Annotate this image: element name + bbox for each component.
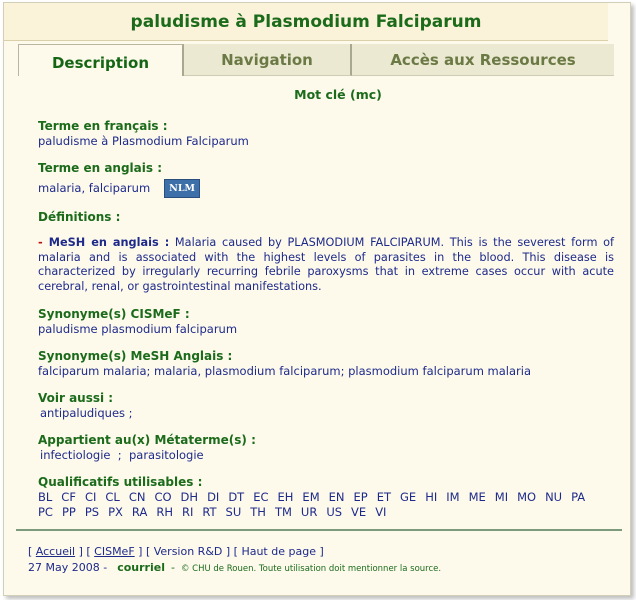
footer-link-accueil[interactable]: Accueil	[35, 545, 76, 558]
qualificatif-link[interactable]: US	[326, 505, 343, 519]
qualificatif-link[interactable]: RA	[131, 505, 148, 519]
synonymes-cismef-value: paludisme plasmodium falciparum	[38, 322, 238, 336]
qualificatif-link[interactable]: PP	[61, 505, 76, 519]
qualificatifs-list	[38, 490, 614, 520]
definition-body: Malaria caused by PLASMODIUM FALCIPARUM. This is the severest form of malaria and is associated with the highest levels of parasites in the blood. This disease is characterized by irregularly recurring febrile paroxysms that in extreme cases occur with acute cerebral, renal, or gastrointestinal manifestations.	[38, 236, 615, 293]
section-heading: Mot clé (mc)	[294, 87, 382, 102]
definition-text	[38, 236, 614, 294]
synonymes-mesh-value: falciparum malaria; malaria, plasmodium falciparum; plasmodium falciparum malaria	[38, 364, 532, 378]
qualificatif-link[interactable]: TH	[250, 505, 266, 519]
voir-aussi-section	[38, 391, 614, 421]
terme-fr-section	[38, 119, 614, 149]
qualificatif-link[interactable]: DH	[180, 490, 199, 504]
terme-en-value: malaria, falciparum	[38, 181, 151, 195]
qualificatifs-label: Qualificatifs utilisables :	[38, 475, 203, 489]
qualificatif-link[interactable]: NU	[545, 490, 563, 504]
footer-meta	[28, 560, 618, 577]
qualificatif-link[interactable]: DI	[207, 490, 220, 504]
qualificatif-link[interactable]: CF	[61, 490, 76, 504]
qualificatif-link[interactable]: EH	[277, 490, 294, 504]
synonymes-cismef-label: Synonyme(s) CISMeF :	[38, 307, 190, 321]
footer-link-version[interactable]: Version R&D	[153, 545, 223, 558]
voir-aussi-label: Voir aussi :	[38, 391, 114, 405]
terme-en-label: Terme en anglais :	[38, 161, 163, 175]
tab-navigation[interactable]: Navigation	[184, 44, 352, 76]
definitions-section	[38, 210, 614, 294]
qualificatif-link[interactable]: ET	[376, 490, 391, 504]
qualificatif-link[interactable]: HI	[425, 490, 438, 504]
qualificatif-link[interactable]: SU	[225, 505, 242, 519]
qualificatif-link[interactable]: PX	[108, 505, 123, 519]
qualificatif-link[interactable]: RT	[202, 505, 217, 519]
voir-aussi-link[interactable]: antipaludiques ;	[40, 406, 133, 420]
tab-acces-ressources[interactable]: Accès aux Ressources	[352, 44, 614, 76]
synonymes-mesh-section	[38, 349, 614, 379]
qualificatif-link[interactable]: EM	[302, 490, 320, 504]
qualificatif-link[interactable]: VI	[375, 505, 387, 519]
qualificatif-link[interactable]: ME	[468, 490, 486, 504]
qualificatif-link[interactable]: GE	[400, 490, 417, 504]
qualificatif-link[interactable]: CI	[84, 490, 97, 504]
title-bar	[4, 3, 608, 41]
definitions-label: Définitions :	[38, 210, 121, 224]
footer-link-cismef[interactable]: CISMeF	[94, 545, 135, 558]
footer-nav: [ Accueil ] [ CISMeF ] [ Version R&D ] [ Haut de page ]	[28, 545, 324, 558]
qualificatif-link[interactable]: PS	[84, 505, 100, 519]
qualificatif-link[interactable]: TM	[274, 505, 292, 519]
main-content	[38, 87, 614, 532]
qualificatif-link[interactable]: PC	[38, 505, 53, 519]
synonymes-cismef-section	[38, 307, 614, 337]
qualificatif-link[interactable]: EN	[328, 490, 345, 504]
terme-en-section	[38, 161, 614, 198]
footer	[28, 544, 618, 577]
qualificatif-link[interactable]: UR	[300, 505, 318, 519]
nlm-badge-link[interactable]: NLM	[164, 179, 200, 198]
tab-bar	[18, 44, 614, 76]
qualificatif-link[interactable]: BL	[38, 490, 53, 504]
metatermes-section	[38, 433, 614, 463]
qualificatif-link[interactable]: DT	[228, 490, 245, 504]
page-frame	[3, 2, 631, 596]
terme-fr-value: paludisme à Plasmodium Falciparum	[38, 134, 249, 148]
qualificatif-link[interactable]: IM	[446, 490, 460, 504]
qualificatif-link[interactable]: MI	[494, 490, 509, 504]
footer-date: 27 May 2008 -	[28, 561, 108, 574]
qualificatif-link[interactable]: RH	[156, 505, 173, 519]
qualificatif-link[interactable]: CO	[154, 490, 172, 504]
qualificatif-link[interactable]: RI	[181, 505, 194, 519]
qualificatif-link[interactable]: PA	[571, 490, 586, 504]
qualificatif-link[interactable]: CN	[128, 490, 146, 504]
qualificatif-link[interactable]: VE	[351, 505, 367, 519]
metatermes-links[interactable]: infectiologie ; parasitologie	[40, 448, 204, 462]
metatermes-label: Appartient au(x) Métaterme(s) :	[38, 433, 256, 447]
tab-description[interactable]: Description	[18, 44, 184, 76]
qualificatif-link[interactable]: CL	[105, 490, 120, 504]
footer-divider	[16, 529, 622, 531]
courriel-link[interactable]: courriel	[117, 561, 165, 574]
copyright-text: © CHU de Rouen. Toute utilisation doit mentionner la source.	[180, 564, 442, 574]
mesh-source-label: - MeSH en anglais :	[38, 236, 170, 249]
qualificatif-link[interactable]: MO	[517, 490, 537, 504]
qualificatif-link[interactable]: EC	[253, 490, 269, 504]
footer-link-haut[interactable]: Haut de page	[241, 545, 316, 558]
terme-fr-label: Terme en français :	[38, 119, 168, 133]
qualificatifs-section	[38, 475, 614, 520]
qualificatif-link[interactable]: EP	[353, 490, 368, 504]
footer-dash: -	[170, 561, 175, 574]
page-title: paludisme à Plasmodium Falciparum	[130, 11, 482, 32]
synonymes-mesh-label: Synonyme(s) MeSH Anglais :	[38, 349, 233, 363]
